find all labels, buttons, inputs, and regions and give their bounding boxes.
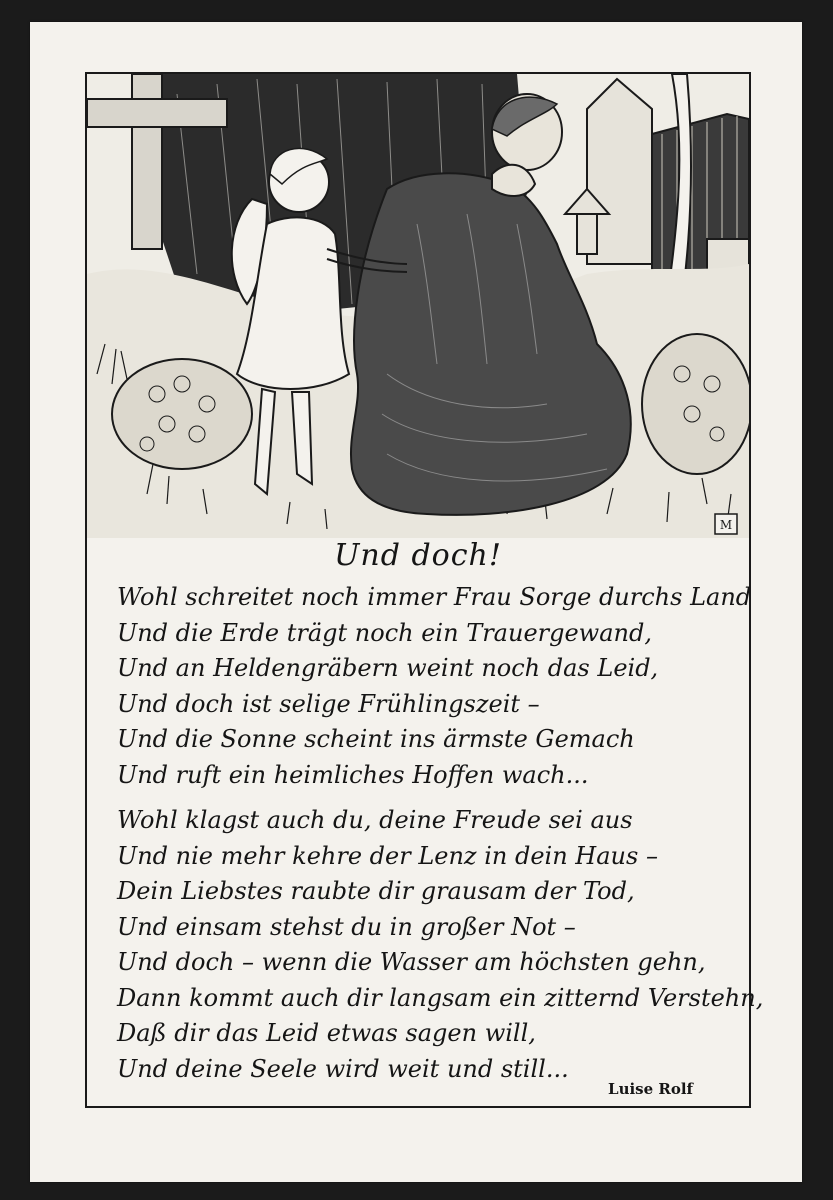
stanza-1 [117, 580, 751, 793]
poem-line: Und einsam stehst du in großer Not – [117, 912, 576, 941]
stanza-2 [117, 803, 763, 1087]
poem-line: Wohl klagst auch du, deine Freude sei aus [117, 806, 633, 834]
illustration [85, 72, 751, 544]
poem-line: Und nie mehr kehre der Lenz in dein Haus – [117, 841, 658, 870]
poem-line: Und die Erde trägt noch ein Trauergewand, [117, 618, 652, 647]
poem-line: Wohl schreitet noch immer Frau Sorge durchs Land [117, 583, 752, 611]
poem-line: Dein Liebstes raubte dir grausam der Tod, [117, 877, 635, 905]
poem-author: Luise Rolf [608, 1080, 693, 1098]
poem-title: Und doch! [334, 538, 502, 573]
poem-line: Und doch – wenn die Wasser am höchsten gehn, [117, 948, 706, 976]
poem-panel [85, 538, 764, 1108]
poem-line: Daß dir das Leid etwas sagen will, [117, 1019, 536, 1047]
poem-line: Und doch ist selige Frühlingszeit – [117, 689, 540, 718]
poem-line: Und die Sonne scheint ins ärmste Gemach [117, 725, 635, 753]
poem-line: Und deine Seele wird weit und still... [117, 1054, 569, 1083]
monogram-mark: M [719, 518, 733, 532]
poem-line: Und an Heldengräbern weint noch das Leid, [117, 654, 659, 682]
engraving-illustration [87, 74, 749, 542]
poem-line: Und ruft ein heimliches Hoffen wach... [117, 760, 589, 789]
poem-line: Dann kommt auch dir langsam ein zitternd Verstehn, [117, 983, 764, 1012]
